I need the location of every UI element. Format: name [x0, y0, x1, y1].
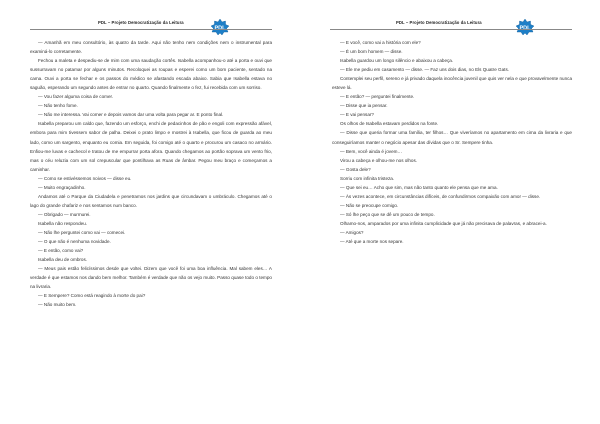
pdl-logo-icon [514, 18, 536, 36]
paragraph: Isabella deu de ombros. [38, 257, 88, 263]
paragraph: — Amigos? [340, 229, 364, 235]
pdl-logo-icon [209, 18, 231, 36]
paragraph: — Gosta dele? [340, 166, 371, 172]
paragraph: — Às vezes acontece, em circunstâncias difíceis, de confundirmos compaixão com amor — disse. [340, 193, 541, 199]
paragraph: — Não tenho fome. [38, 103, 78, 109]
paragraph: — Até que a morte nos separe. [340, 239, 404, 245]
paragraph: — E você, como vai a história com ele? [340, 40, 421, 45]
paragraph: Andamos até o Parque da Ciudadela e penetramos nos jardins que circundavam o umbráculo. Chegamos até o lago do grande chafariz e nos sentamos num banco. [30, 193, 272, 208]
paragraph: — Que sei eu… Acho que sim, mas não tanto quanto ele pensa que me ama. [340, 184, 498, 190]
paragraph: — E Sempere? Como está reagindo à morte do pai? [38, 293, 146, 299]
paragraph: — Não muito bem. [38, 302, 77, 308]
paragraph: Sorriu com infinita tristeza. [340, 175, 395, 181]
paragraph: Os olhos de Isabella estavam perdidos na fonte. [340, 121, 439, 127]
paragraph: — Só lhe peço que se dê um pouco de tempo. [340, 211, 435, 217]
paragraph: — Não lhe perguntei como vai — comecei. [38, 229, 126, 235]
left-page-body [30, 38, 272, 309]
paragraph: — Muito engraçadinho. [38, 184, 86, 190]
paragraph: Isabella preparou um caldo que, fazendo um esforço, enchi de pedacinhos de pão e engoli com expressão afável, embora para mim tivessem sabor de palha. Deixei o prato limpo e mostrei à Isabella, que ficou de guarda ao meu lado, como um sargento, enquanto eu comia. Em seguida, foi comigo até o quarto e procurou um casaco no armário. Enfiou-me luvas e cachecol e tratou de me empurrar porta afora. Quando chegamos ao portão soprava um vento frio, mas o céu reluzia com um sol crepuscular que pontilhava as Ruas de âmbar. Pegou meu braço e começamos a caminhar. [30, 121, 272, 172]
paragraph: Olhamo-nos, amparados por uma infinita cumplicidade que já não precisava de palavras, e abracei-a. [340, 220, 547, 226]
paragraph: Isabella guardou um longo silêncio e abaixou a cabeça. [340, 58, 454, 64]
paragraph: — Não se preocupe comigo. [340, 202, 399, 208]
paragraph: — Bem, você ainda é jovem… [340, 148, 403, 154]
paragraph: — Amanhã em meu consultório, às quatro da tarde. Aqui não tenho nem condições nem o instrumental para examiná-lo corretamente. [30, 40, 272, 55]
header-rule [30, 29, 272, 30]
paragraph: — O que não é nenhuma novidade. [38, 239, 111, 245]
paragraph: — É um bom homem — disse. [340, 49, 403, 55]
header-title: PDL – Projeto Democratização da Leitura [98, 20, 184, 25]
paragraph: — E vai pensar? [340, 112, 374, 118]
paragraph: — Ele me pediu em casamento — disse. — Faz uns dois dias, no Els Quatre Gats. [340, 67, 510, 73]
paragraph: — Obrigado — murmurei. [38, 211, 91, 217]
paragraph: — Meus pais estão felicíssimos desde que voltei. Dizem que você foi uma boa influência. Mal sabem eles… A verdade é que estamos nos dando bem melhor. Também é verdade que não os vejo muito. Passo quase todo o tempo na livraria. [30, 266, 272, 290]
paragraph: Contemplei seu perfil, sereno e já privado daquela inocência juvenil que quis ver nela e que provavelmente nunca esteve lá. [332, 76, 572, 91]
paragraph: Virou a cabeça e olhou-me nos olhos. [340, 157, 418, 163]
paragraph: — Como se estivéssemos noivos — disse eu. [38, 175, 132, 181]
header-rule [330, 29, 572, 30]
right-page [300, 0, 600, 424]
paragraph: — Disse que ia pensar. [340, 103, 388, 109]
page-header [0, 14, 300, 34]
paragraph: — Não me interessa. Vai comer e depois vamos dar uma volta para pegar ar. E ponto final. [38, 112, 224, 118]
paragraph: Fechou a maleta e despediu-se de mim com uma saudação cortês. Isabella acompanhou-o até a porta e ouvi que sussurravam no patamar por alguns minutos. Recoloquei as roupas e esperei como um bom paciente, sentado na cama. Ouvi a porta se fechar e os passos do médico se afastando escada abaixo. Sabia que Isabella estava no saguão, esperando um segundo antes de entrar no quarto. Quando finalmente o fez, fui recebida com um sorriso. [30, 58, 272, 91]
paragraph: — Disse que queria formar uma família, ter filhos… Que viveríamos no apartamento em cima da livraria e que conseguiríamos manter o negócio apesar das dívidas que o Sr. Sempere tinha. [332, 130, 572, 145]
header-title: PDL – Projeto Democratização da Leitura [396, 20, 482, 25]
paragraph: Isabella não respondeu. [38, 220, 88, 226]
paragraph: — E então, como vai? [38, 248, 84, 254]
svg-text:PDL: PDL [519, 25, 531, 32]
right-page-body [332, 38, 572, 246]
paragraph: — E então? — perguntei finalmente. [340, 94, 415, 100]
page-header [300, 14, 600, 34]
paragraph: — Vou fazer alguma coisa de comer. [38, 94, 114, 100]
svg-text:PDL: PDL [214, 25, 226, 32]
